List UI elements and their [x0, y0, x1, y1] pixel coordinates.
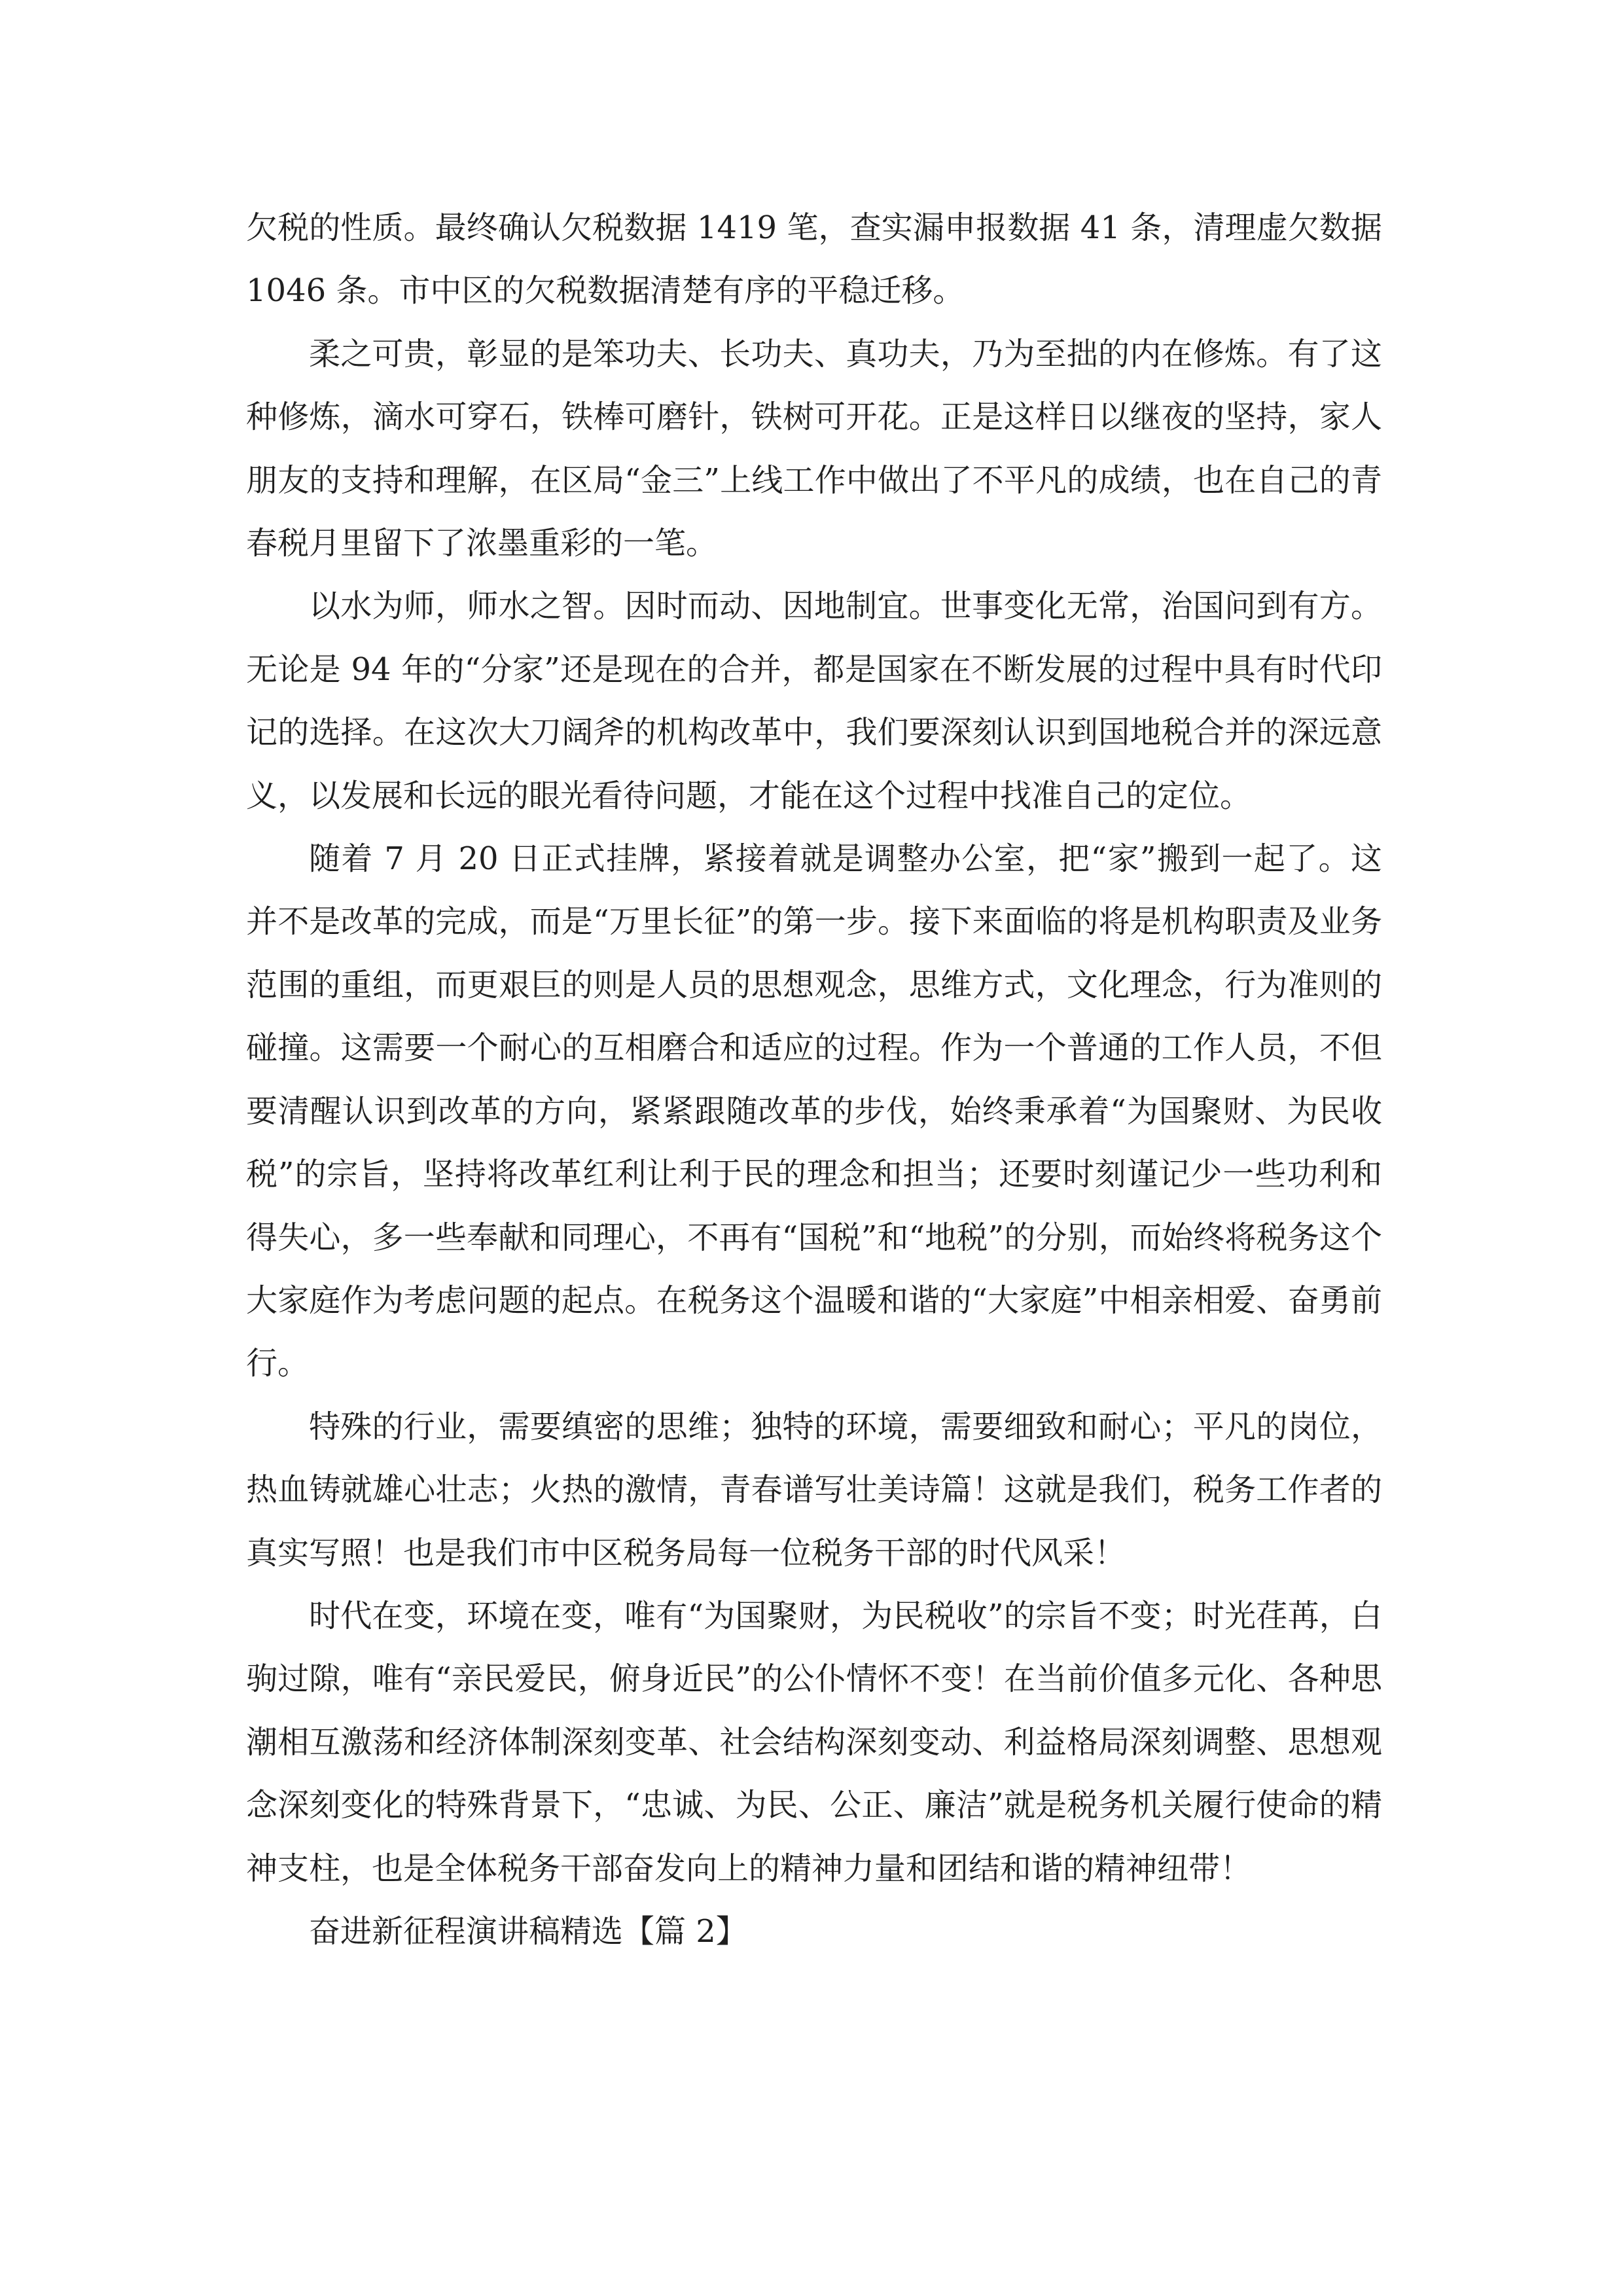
paragraph-2: 柔之可贵，彰显的是笨功夫、长功夫、真功夫，乃为至拙的内在修炼。有了这种修炼，滴水可穿石，铁棒可磨针，铁树可开花。正是这样日以继夜的坚持，家人朋友的支持和理解，在区局“金三”上线工作中做出了不平凡的成绩，也在自己的青春税月里留下了浓墨重彩的一笔。	[246, 335, 1382, 562]
paragraph-1: 欠税的性质。最终确认欠税数据 1419 笔，查实漏申报数据 41 条，清理虚欠数据 1046 条。市中区的欠税数据清楚有序的平稳迁移。	[246, 209, 1382, 310]
paragraph-3: 以水为师，师水之智。因时而动、因地制宜。世事变化无常，治国问到有方。无论是 94 年的“分家”还是现在的合并，都是国家在不断发展的过程中具有时代印记的选择。在这次大刀阔斧的机构改革中，我们要深刻认识到国地税合并的深远意义，以发展和长远的眼光看待问题，才能在这个过程中找准自己的定位。	[246, 588, 1382, 814]
section-heading: 奋进新征程演讲稿精选【篇 2】	[309, 1912, 747, 1950]
paragraph-6: 时代在变，环境在变，唯有“为国聚财，为民税收”的宗旨不变；时光荏苒，白驹过隙，唯有“亲民爱民，俯身近民”的公仆情怀不变！在当前价值多元化、各种思潮相互激荡和经济体制深刻变革、社会结构深刻变动、利益格局深刻调整、思想观念深刻变化的特殊背景下，“忠诚、为民、公正、廉洁”就是税务机关履行使命的精神支柱，也是全体税务干部奋发向上的精神力量和团结和谐的精神纽带！	[246, 1597, 1382, 1887]
paragraph-4: 随着 7 月 20 日正式挂牌，紧接着就是调整办公室，把“家”搬到一起了。这并不是改革的完成，而是“万里长征”的第一步。接下来面临的将是机构职责及业务范围的重组，而更艰巨的则是人员的思想观念，思维方式，文化理念，行为准则的碰撞。这需要一个耐心的互相磨合和适应的过程。作为一个普通的工作人员，不但要清醒认识到改革的方向，紧紧跟随改革的步伐，始终秉承着“为国聚财、为民收税”的宗旨，坚持将改革红利让利于民的理念和担当；还要时刻谨记少一些功利和得失心，多一些奉献和同理心，不再有“国税”和“地税”的分别，而始终将税务这个大家庭作为考虑问题的起点。在税务这个温暖和谐的“大家庭”中相亲相爱、奋勇前行。	[246, 840, 1382, 1382]
document-body	[246, 196, 1382, 1963]
paragraph-5: 特殊的行业，需要缜密的思维；独特的环境，需要细致和耐心；平凡的岗位，热血铸就雄心壮志；火热的激情，青春谱写壮美诗篇！这就是我们，税务工作者的真实写照！也是我们市中区税务局每一位税务干部的时代风采！	[246, 1408, 1382, 1571]
